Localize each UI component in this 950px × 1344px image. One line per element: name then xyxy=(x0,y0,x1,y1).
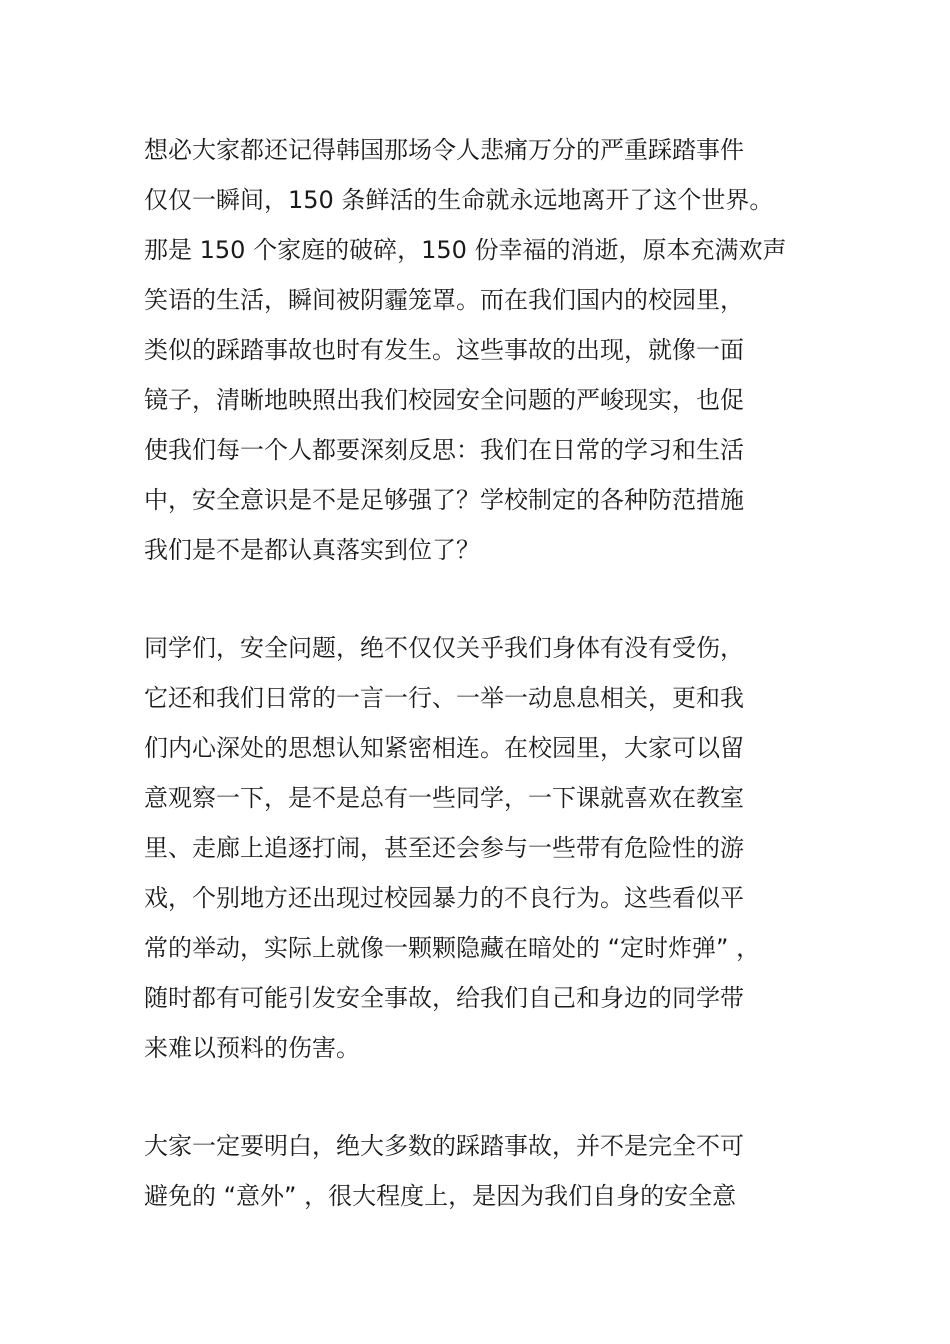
paragraph-line: 戏，个别地方还出现过校园暴力的不良行为。这些看似平 xyxy=(144,884,744,912)
paragraph-line: 仅仅一瞬间，150 条鲜活的生命就永远地离开了这个世界。 xyxy=(144,186,774,214)
paragraph-line: 意观察一下，是不是总有一些同学，一下课就喜欢在教室 xyxy=(144,784,744,812)
paragraph-2 xyxy=(144,623,844,1073)
paragraph-1 xyxy=(144,125,844,575)
paragraph-line: 类似的踩踏事故也时有发生。这些事故的出现，就像一面 xyxy=(144,336,744,364)
paragraph-line: 我们是不是都认真落实到位了？ xyxy=(144,536,480,564)
paragraph-line: 想必大家都还记得韩国那场令人悲痛万分的严重踩踏事件 xyxy=(144,136,744,164)
paragraph-line: 那是 150 个家庭的破碎，150 份幸福的消逝，原本充满欢声 xyxy=(144,236,787,264)
paragraph-line: 中，安全意识是不是足够强了？学校制定的各种防范措施 xyxy=(144,486,744,514)
paragraph-line: 笑语的生活，瞬间被阴霾笼罩。而在我们国内的校园里， xyxy=(144,286,744,314)
paragraph-line: 同学们，安全问题，绝不仅仅关乎我们身体有没有受伤， xyxy=(144,634,744,662)
paragraph-line: 避免的 “意外” ，很大程度上，是因为我们自身的安全意 xyxy=(144,1182,737,1210)
paragraph-line: 使我们每一个人都要深刻反思：我们在日常的学习和生活 xyxy=(144,436,744,464)
paragraph-line: 常的举动，实际上就像一颗颗隐藏在暗处的 “定时炸弹” ， xyxy=(144,934,761,962)
paragraph-line: 随时都有可能引发安全事故，给我们自己和身边的同学带 xyxy=(144,984,744,1012)
paragraph-3 xyxy=(144,1121,844,1221)
paragraph-line: 们内心深处的思想认知紧密相连。在校园里，大家可以留 xyxy=(144,734,744,762)
paragraph-line: 大家一定要明白，绝大多数的踩踏事故，并不是完全不可 xyxy=(144,1132,744,1160)
paragraph-line: 镜子，清晰地映照出我们校园安全问题的严峻现实，也促 xyxy=(144,386,744,414)
paragraph-line: 来难以预料的伤害。 xyxy=(144,1034,360,1062)
paragraph-line: 它还和我们日常的一言一行、一举一动息息相关，更和我 xyxy=(144,684,744,712)
paragraph-line: 里、走廊上追逐打闹，甚至还会参与一些带有危险性的游 xyxy=(144,834,744,862)
